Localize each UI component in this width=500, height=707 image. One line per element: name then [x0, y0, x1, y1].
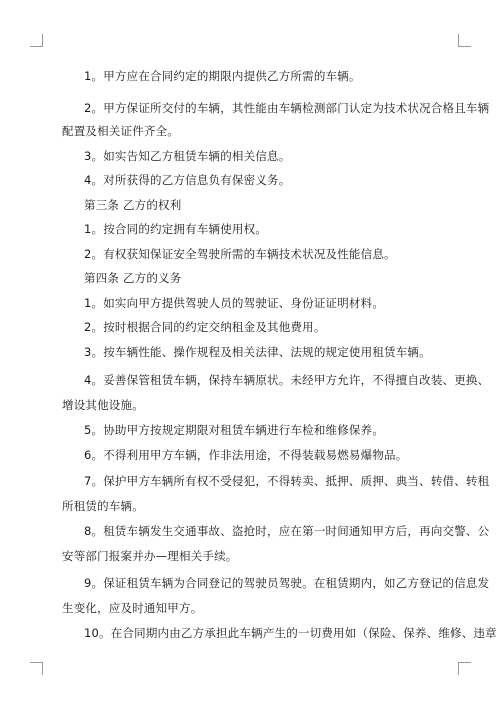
duty-3: 3。按车辆性能、操作规程及相关法律、法规的规定使用租赁车辆。 — [84, 345, 431, 359]
duty-7-continued: 所租赁的车辆。 — [62, 499, 144, 513]
section-heading-article-3: 第三条 乙方的权利 — [84, 198, 182, 212]
obligation-1: 1。甲方应在合同约定的期限内提供乙方所需的车辆。 — [84, 69, 361, 83]
duty-1: 1。如实向甲方提供驾驶人员的驾驶证、身份证证明材料。 — [84, 296, 385, 310]
duty-6: 6。不得利用甲方车辆，作非法用途，不得装载易燃易爆物品。 — [84, 448, 408, 462]
obligation-2: 2。甲方保证所交付的车辆，其性能由车辆检测部门认定为技术状况合格且车辆 — [84, 101, 490, 115]
duty-4-continued: 增设其他设施。 — [62, 398, 144, 412]
right-1: 1。按合同的约定拥有车辆使用权。 — [84, 222, 268, 236]
duty-4: 4。妥善保管租赁车辆，保持车辆原状。未经甲方允许，不得擅自改装、更换、 — [84, 373, 490, 387]
duty-7: 7。保护甲方车辆所有权不受侵犯，不得转卖、抵押、质押、典当、转借、转租 — [84, 474, 490, 488]
duty-10: 10。在合同期内由乙方承担此车辆产生的一切费用如（保险、保养、维修、违章 — [84, 626, 497, 640]
duty-8: 8。租赁车辆发生交通事故、盗抢时，应在第一时间通知甲方后，再向交警、公 — [84, 524, 490, 538]
obligation-4: 4。对所获得的乙方信息负有保密义务。 — [84, 173, 291, 187]
section-heading-article-4: 第四条 乙方的义务 — [84, 271, 182, 285]
obligation-3: 3。如实告知乙方租赁车辆的相关信息。 — [84, 149, 291, 163]
right-2: 2。有权获知保证安全驾驶所需的车辆技术状况及性能信息。 — [84, 247, 396, 261]
duty-9: 9。保证租赁车辆为合同登记的驾驶员驾驶。在租赁期内，如乙方登记的信息发 — [84, 576, 490, 590]
duty-2: 2。按时根据合同的约定交纳租金及其他费用。 — [84, 320, 326, 334]
obligation-2-continued: 配置及相关证件齐全。 — [62, 124, 179, 138]
duty-8-continued: 安等部门报案并办—理相关手续。 — [62, 549, 238, 563]
duty-5: 5。协助甲方按规定期限对租赁车辆进行车检和维修保养。 — [84, 423, 385, 437]
duty-9-continued: 生变化，应及时通知甲方。 — [62, 601, 203, 615]
